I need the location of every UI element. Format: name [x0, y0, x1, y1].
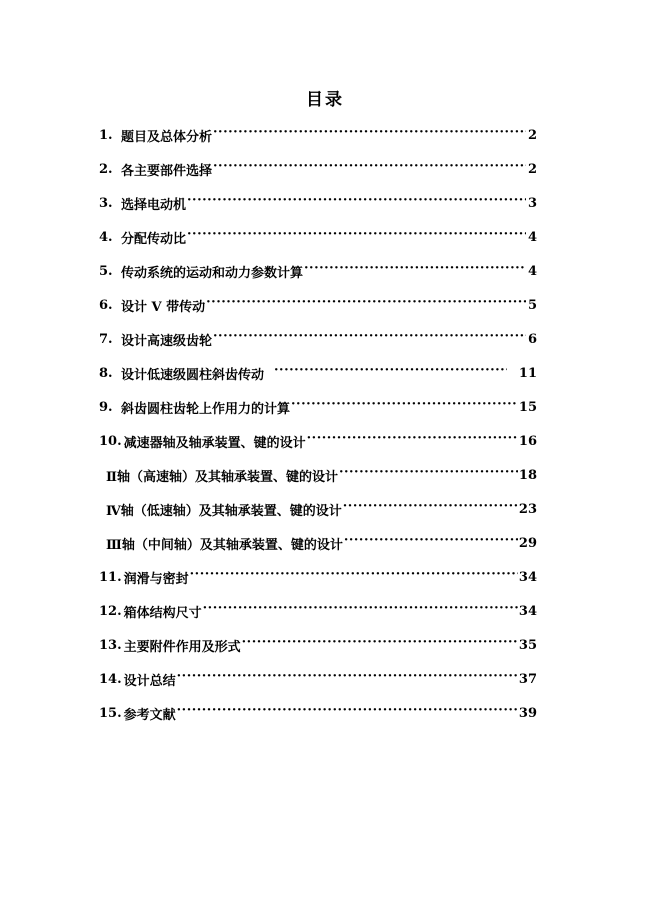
dot-leader — [177, 672, 518, 686]
toc-entry-page: 5 — [527, 297, 537, 313]
toc-entry-page: 34 — [518, 569, 537, 585]
toc-entry-number: 15. — [99, 705, 122, 721]
toc-entry-title: 各主要部件选择 — [121, 163, 213, 179]
toc-entry[interactable] — [99, 356, 537, 390]
toc-entry[interactable] — [99, 288, 537, 322]
toc-entry-title: 斜齿圆柱齿轮上作用力的计算 — [121, 401, 291, 417]
toc-entry[interactable] — [99, 628, 537, 662]
dot-leader — [344, 536, 518, 550]
toc-entry-title: 选择电动机 — [121, 197, 187, 213]
toc-list — [99, 118, 537, 730]
toc-entry-number: 3. — [99, 195, 113, 211]
toc-entry-number: 1. — [99, 127, 113, 143]
dot-leader — [274, 366, 507, 380]
toc-entry-page: 34 — [518, 603, 537, 619]
dot-leader — [187, 230, 526, 244]
toc-entry[interactable] — [99, 424, 537, 458]
toc-entry-title: 箱体结构尺寸 — [123, 605, 202, 621]
toc-entry-title: 减速器轴及轴承装置、键的设计 — [123, 435, 306, 451]
toc-entry-title: 设计 V 带传动 — [121, 299, 206, 315]
toc-entry[interactable] — [99, 118, 537, 152]
toc-entry-page: 11 — [518, 365, 537, 381]
toc-entry[interactable] — [99, 186, 537, 220]
toc-entry-page: 15 — [518, 399, 537, 415]
dot-leader — [242, 638, 518, 652]
toc-entry-title: 题目及总体分析 — [121, 129, 213, 145]
toc-entry[interactable] — [99, 390, 537, 424]
toc-entry-number: 7. — [99, 331, 113, 347]
toc-entry-title: 参考文献 — [123, 707, 176, 723]
toc-entry-title: 传动系统的运动和动力参数计算 — [121, 265, 304, 281]
toc-entry[interactable] — [99, 254, 537, 288]
dot-leader — [343, 502, 518, 516]
toc-entry-number: 2. — [99, 161, 113, 177]
toc-entry-number: 8. — [99, 365, 113, 381]
toc-entry-page: 16 — [518, 433, 537, 449]
toc-entry[interactable] — [99, 594, 537, 628]
toc-subentry[interactable] — [99, 492, 537, 526]
toc-entry[interactable] — [99, 152, 537, 186]
dot-leader — [291, 400, 518, 414]
dot-leader — [213, 128, 526, 142]
toc-entry[interactable] — [99, 696, 537, 730]
dot-leader — [213, 162, 526, 176]
dot-leader — [206, 298, 526, 312]
toc-entry-page: 2 — [527, 127, 537, 143]
toc-entry-title: Ⅳ轴（低速轴）及其轴承装置、键的设计 — [106, 503, 342, 519]
dot-leader — [304, 264, 526, 278]
toc-entry-title: 分配传动比 — [121, 231, 187, 247]
toc-entry-page: 29 — [518, 535, 537, 551]
toc-entry-title: 设计高速级齿轮 — [121, 333, 213, 349]
toc-entry-title: 润滑与密封 — [123, 571, 189, 587]
toc-entry-number: 11. — [99, 569, 122, 585]
toc-entry-page: 6 — [527, 331, 537, 347]
dot-leader — [203, 604, 518, 618]
dot-leader — [190, 570, 518, 584]
toc-entry[interactable] — [99, 662, 537, 696]
dot-leader — [213, 332, 526, 346]
toc-entry-page: 18 — [518, 467, 537, 483]
toc-entry-number: 5. — [99, 263, 113, 279]
toc-entry-page: 39 — [518, 705, 537, 721]
toc-entry-page: 4 — [527, 229, 537, 245]
dot-leader — [307, 434, 518, 448]
toc-entry-title: 设计低速级圆柱斜齿传动 — [121, 367, 265, 383]
toc-subentry[interactable] — [99, 526, 537, 560]
toc-entry-page: 2 — [527, 161, 537, 177]
toc-entry[interactable] — [99, 220, 537, 254]
dot-leader — [187, 196, 526, 210]
toc-entry-number: 12. — [99, 603, 122, 619]
toc-entry-number: 13. — [99, 637, 122, 653]
toc-entry-title: 主要附件作用及形式 — [123, 639, 241, 655]
toc-entry-number: 4. — [99, 229, 113, 245]
toc-entry-page: 35 — [518, 637, 537, 653]
toc-entry-title: 设计总结 — [123, 673, 176, 689]
dot-leader — [339, 468, 518, 482]
toc-entry-number: 10. — [99, 433, 122, 449]
toc-entry-title: Ⅲ轴（中间轴）及其轴承装置、键的设计 — [106, 537, 343, 553]
toc-entry[interactable] — [99, 322, 537, 356]
toc-entry-page: 3 — [527, 195, 537, 211]
toc-entry-page: 37 — [518, 671, 537, 687]
toc-entry-number: 14. — [99, 671, 122, 687]
toc-subentry[interactable] — [99, 458, 537, 492]
toc-entry-title: Ⅱ轴（高速轴）及其轴承装置、键的设计 — [106, 469, 338, 485]
dot-leader — [177, 706, 518, 720]
toc-entry-page: 4 — [527, 263, 537, 279]
toc-entry[interactable] — [99, 560, 537, 594]
toc-entry-number: 6. — [99, 297, 113, 313]
toc-entry-number: 9. — [99, 399, 113, 415]
toc-title: 目录 — [306, 90, 344, 110]
toc-entry-page: 23 — [518, 501, 537, 517]
